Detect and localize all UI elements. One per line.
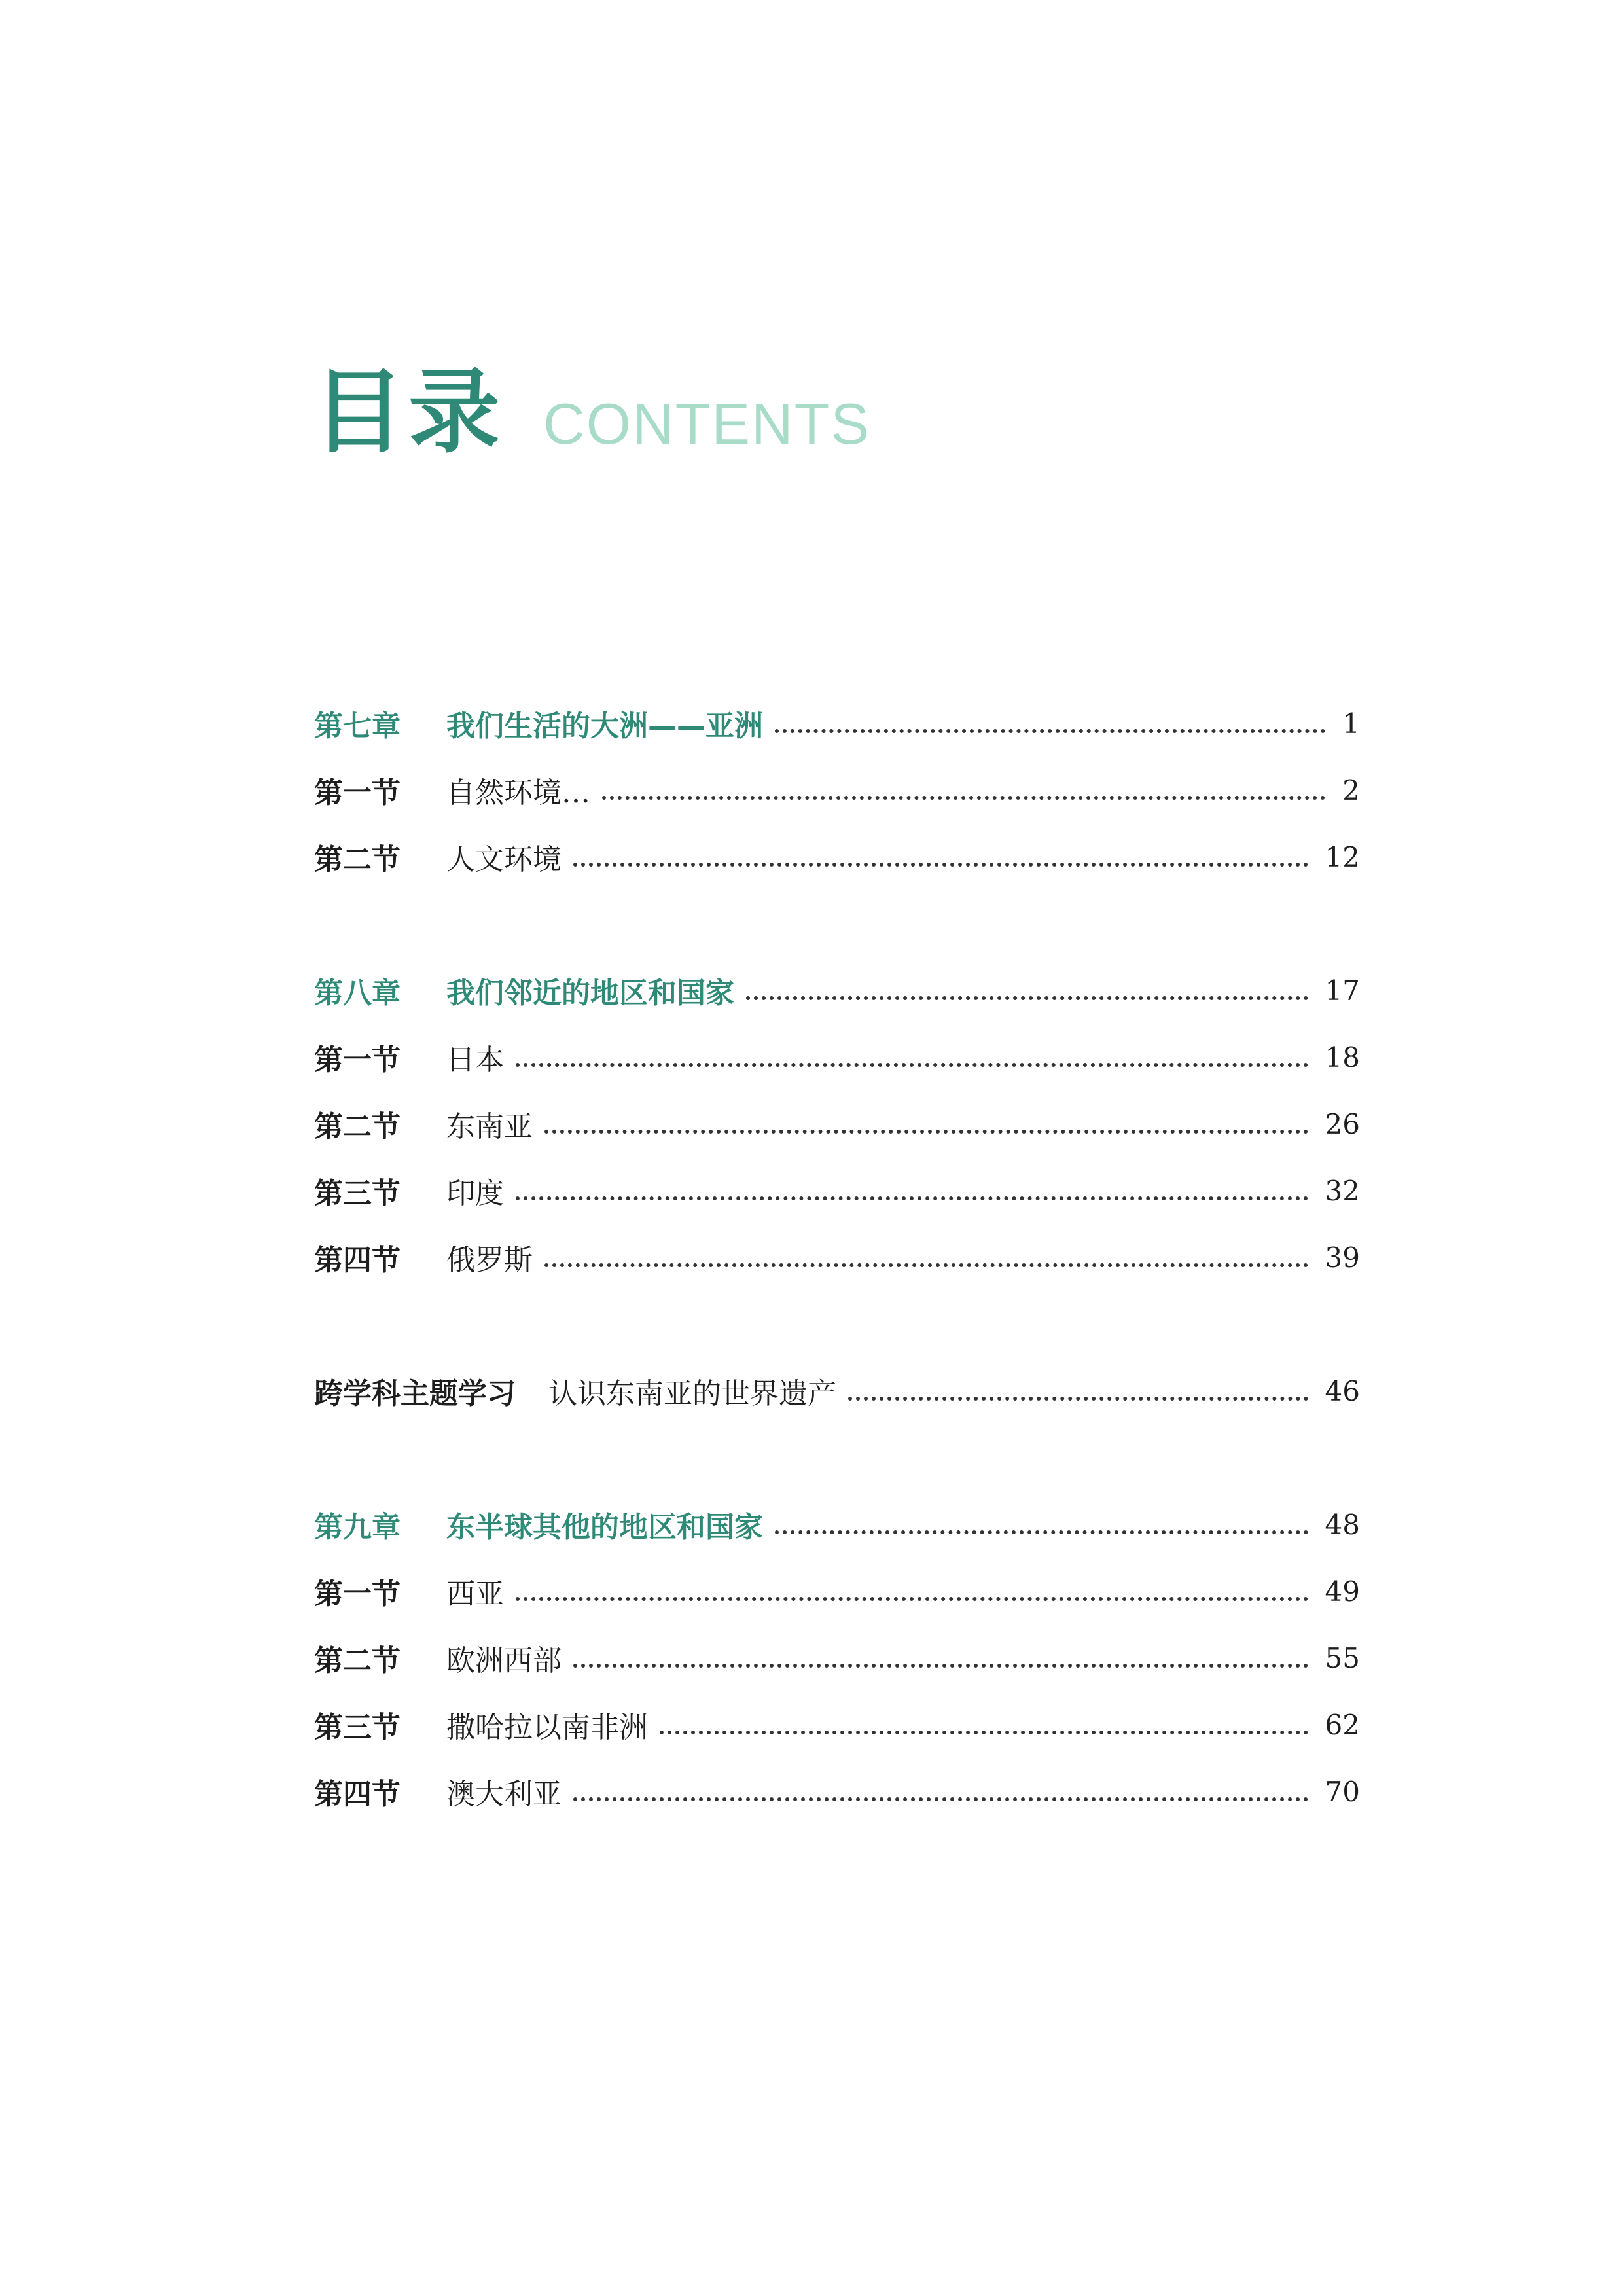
toc-page-number: 1 [1342,707,1360,740]
toc-page-number: 17 [1325,974,1360,1007]
dot-leader [775,729,1325,733]
toc-label: 第二节 [314,1644,401,1677]
toc-page-number: 2 [1342,774,1360,806]
toc-page-number: 49 [1325,1575,1360,1607]
toc-page-number: 32 [1325,1174,1360,1207]
toc-label: 第四节 [314,1244,401,1277]
toc-label: 第三节 [314,1177,401,1210]
toc-title: 东南亚 [446,1110,533,1143]
dot-leader [746,996,1308,1000]
toc-label: 第二节 [314,843,401,876]
toc-page-number: 55 [1325,1641,1360,1674]
toc-label: 第九章 [314,1511,401,1544]
toc-title: 欧洲西部 [446,1644,562,1677]
dot-leader [573,1797,1308,1801]
dot-leader [516,1063,1308,1067]
toc-title: 自然环境… [446,776,590,810]
toc-page-number: 46 [1325,1374,1360,1407]
dot-leader [516,1597,1308,1601]
page-heading [313,359,871,466]
heading-chinese: 目录 [313,359,505,466]
toc-page-number: 62 [1325,1708,1360,1741]
toc-section-9-4[interactable] [314,1768,1360,1814]
toc-page-number: 48 [1325,1508,1360,1541]
dot-leader [775,1530,1308,1534]
toc-label: 第七章 [314,709,401,743]
toc-page-number: 18 [1325,1041,1360,1073]
toc-section-8-1[interactable] [314,1034,1360,1080]
dot-leader [544,1263,1308,1267]
dot-leader [516,1196,1308,1200]
toc-section-7-2[interactable] [314,834,1360,880]
toc-title: 撒哈拉以南非洲 [446,1711,648,1744]
toc-page-number: 70 [1325,1775,1360,1808]
toc-section-7-1[interactable] [314,767,1360,813]
toc-section-9-1[interactable] [314,1568,1360,1614]
toc-title: 西亚 [446,1577,504,1611]
toc-interdisciplinary[interactable] [314,1368,1360,1414]
heading-english: CONTENTS [543,391,871,456]
toc-label: 第八章 [314,977,401,1010]
toc-title: 印度 [446,1177,504,1210]
toc-label: 第三节 [314,1711,401,1744]
toc-chapter-8[interactable] [314,967,1360,1013]
dot-leader [544,1130,1308,1134]
toc-section-8-2[interactable] [314,1101,1360,1147]
toc-chapter-7[interactable] [314,700,1360,746]
toc-section-8-4[interactable] [314,1234,1360,1280]
toc-page-number: 12 [1325,840,1360,873]
toc-label: 第一节 [314,1043,401,1077]
toc-title: 我们生活的大洲——亚洲 [446,709,763,743]
toc-section-9-2[interactable] [314,1635,1360,1681]
dot-leader [573,863,1308,867]
toc-title: 认识东南亚的世界遗产 [548,1377,836,1410]
toc-label: 第一节 [314,1577,401,1611]
toc-chapter-9[interactable] [314,1501,1360,1547]
toc-title: 人文环境 [446,843,562,876]
toc-section-8-3[interactable] [314,1168,1360,1213]
toc-title: 日本 [446,1043,504,1077]
dot-leader [573,1664,1308,1668]
toc-title: 澳大利亚 [446,1778,562,1811]
dot-leader [848,1397,1308,1401]
toc-title: 俄罗斯 [446,1244,533,1277]
dot-leader [602,796,1325,800]
toc-label: 跨学科主题学习 [314,1377,516,1410]
toc-label: 第二节 [314,1110,401,1143]
dot-leader [660,1731,1308,1734]
toc-title: 东半球其他的地区和国家 [446,1511,763,1544]
toc-label: 第一节 [314,776,401,810]
toc-page-number: 26 [1325,1107,1360,1140]
toc-page-number: 39 [1325,1241,1360,1274]
toc-label: 第四节 [314,1778,401,1811]
toc-section-9-3[interactable] [314,1702,1360,1748]
toc-title: 我们邻近的地区和国家 [446,977,734,1010]
